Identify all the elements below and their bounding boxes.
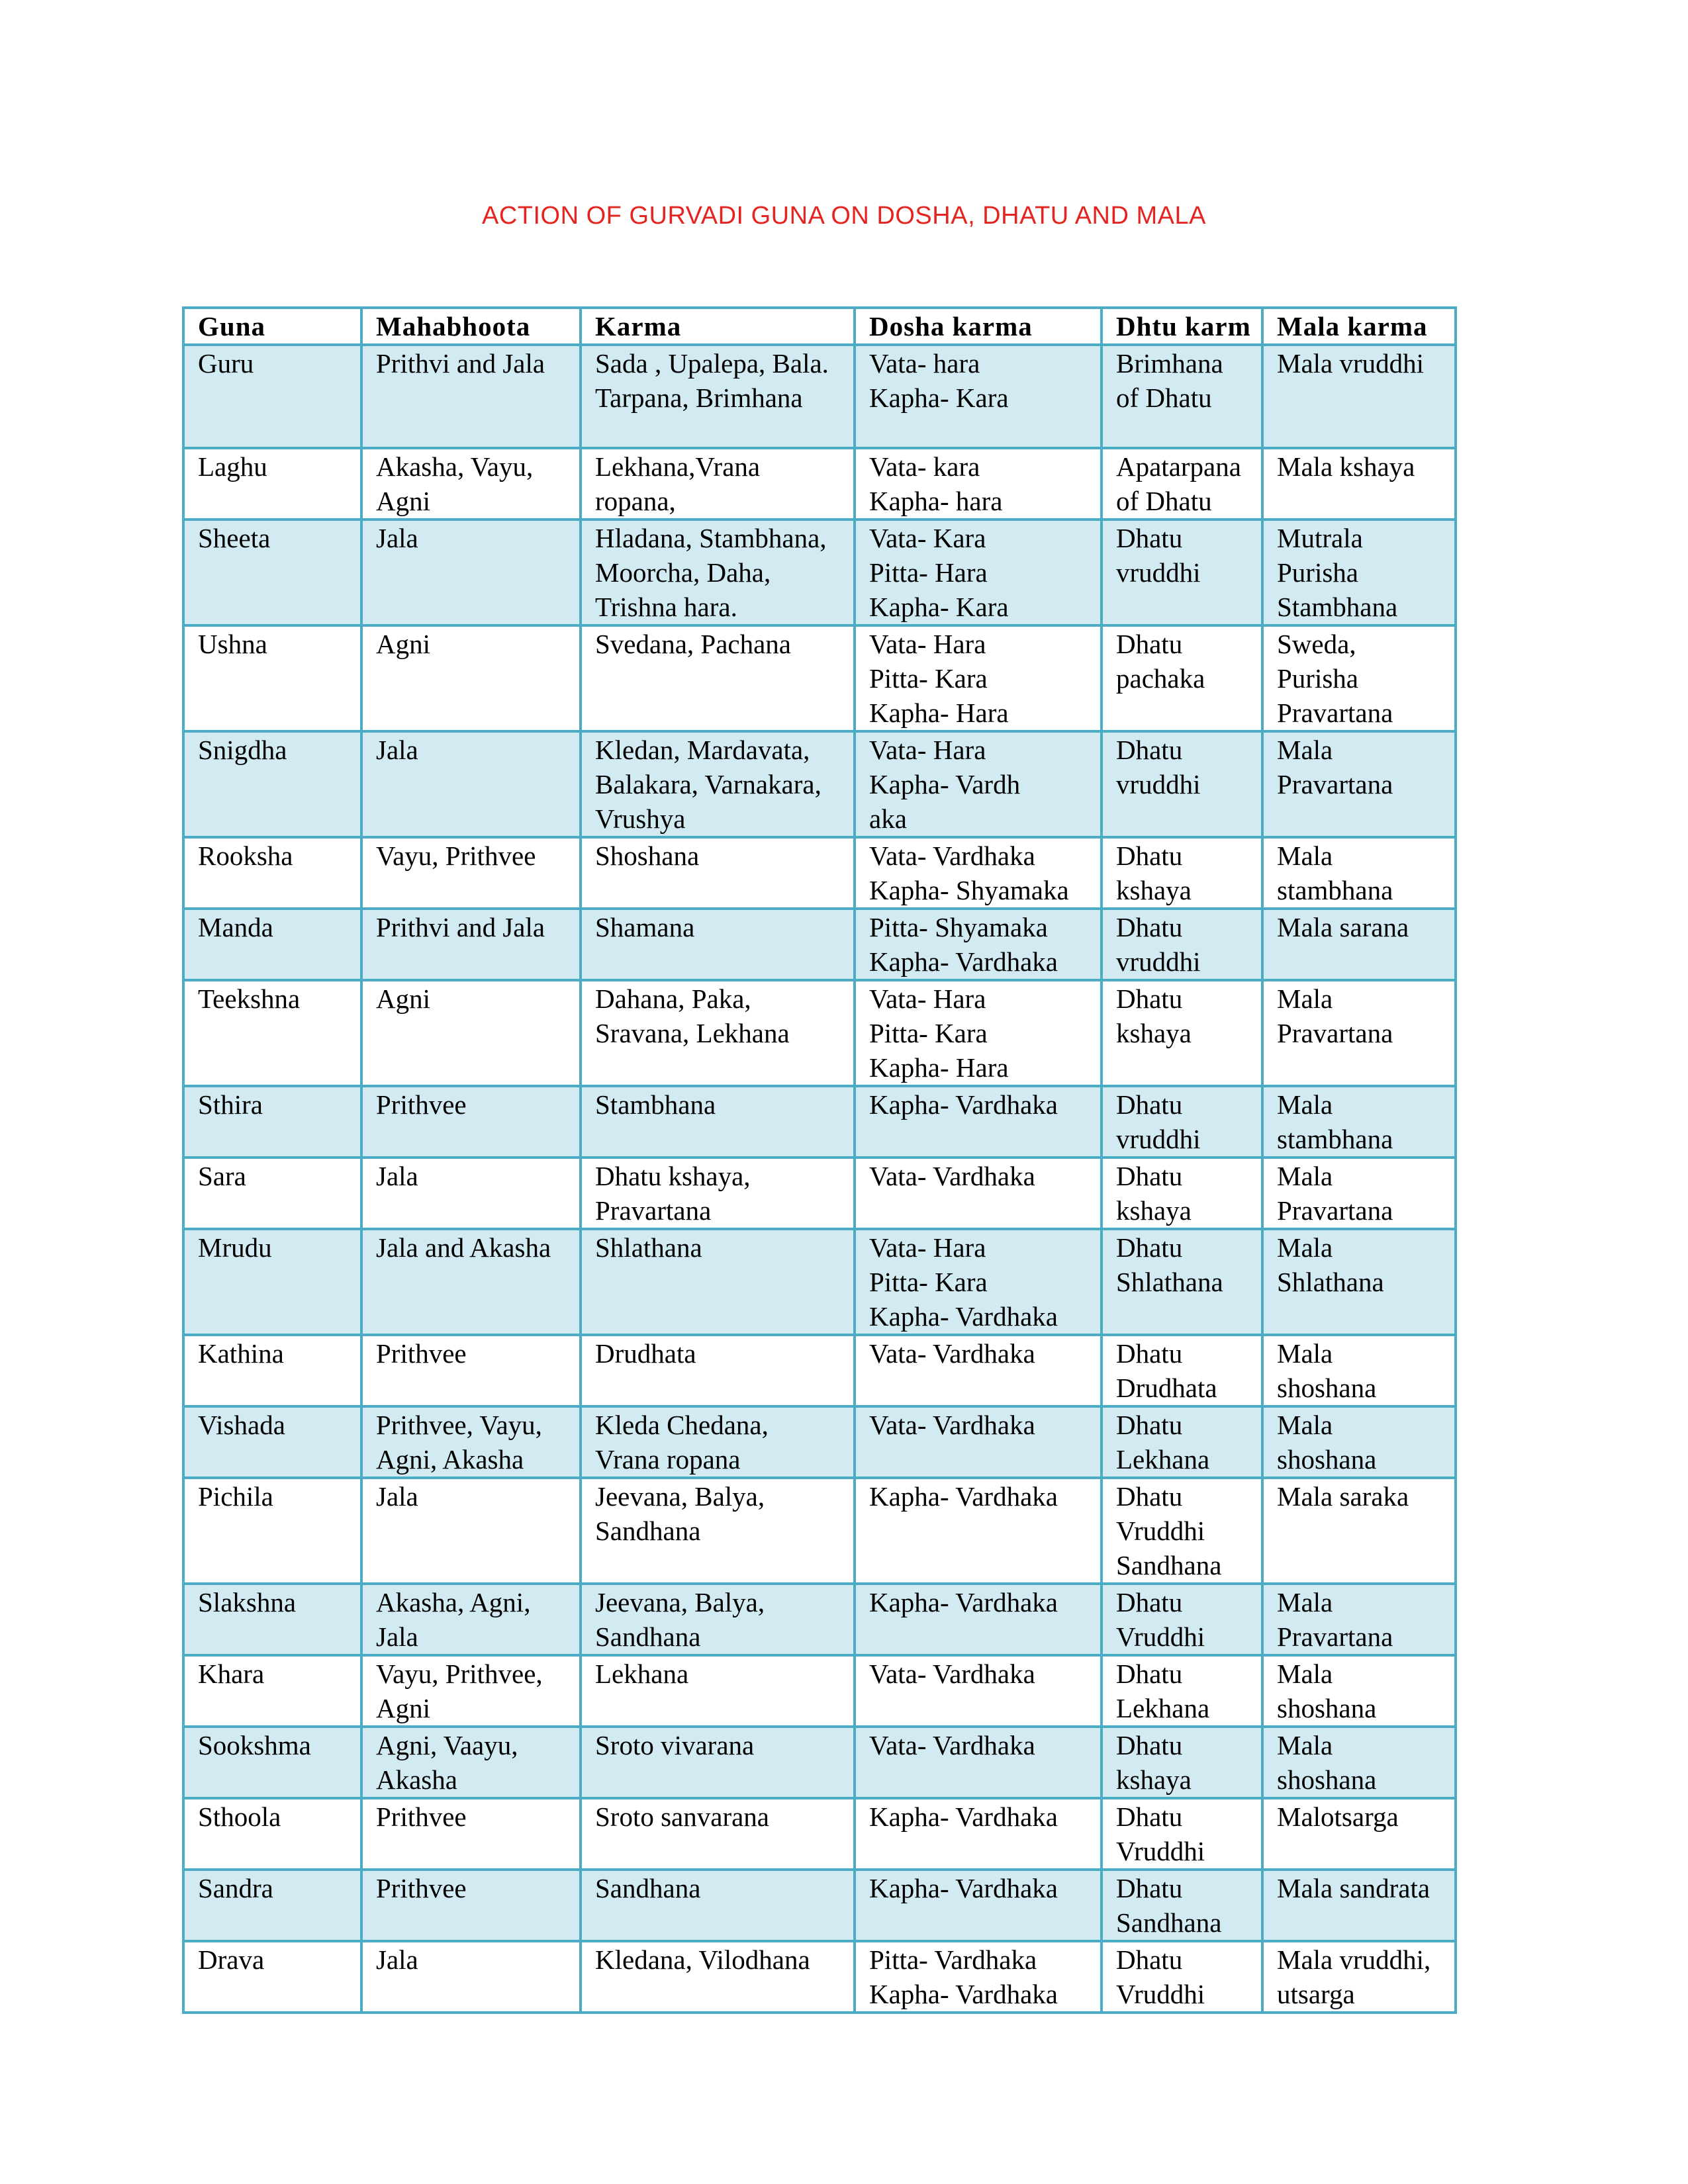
table-row xyxy=(183,1478,1456,1584)
mala-karma-cell: Mala sarana xyxy=(1262,909,1456,980)
table-header-row xyxy=(183,308,1456,345)
table-row xyxy=(183,1335,1456,1406)
dosha-karma-cell: Vata- Kara Pitta- Hara Kapha- Kara xyxy=(855,520,1102,625)
table-row xyxy=(183,1584,1456,1655)
mahabhoota-cell: Agni xyxy=(361,980,581,1086)
mahabhoota-cell: Prithvee xyxy=(361,1086,581,1158)
mala-karma-cell: Mala Pravartana xyxy=(1262,731,1456,837)
header-mahabhoota: Mahabhoota xyxy=(361,308,581,345)
mahabhoota-cell: Jala xyxy=(361,1941,581,2013)
header-dosha-karma: Dosha karma xyxy=(855,308,1102,345)
header-dhatu-karma: Dhtu karm xyxy=(1102,308,1262,345)
dhatu-karma-cell: Dhatu vruddhi xyxy=(1102,520,1262,625)
mahabhoota-cell: Prithvee xyxy=(361,1335,581,1406)
mahabhoota-cell: Jala xyxy=(361,731,581,837)
table-row xyxy=(183,837,1456,909)
mahabhoota-cell: Prithvi and Jala xyxy=(361,345,581,448)
karma-cell: Sroto vivarana xyxy=(581,1727,855,1798)
table-row xyxy=(183,1229,1456,1335)
dhatu-karma-cell: Apatarpana of Dhatu xyxy=(1102,448,1262,520)
karma-cell: Jeevana, Balya, Sandhana xyxy=(581,1478,855,1584)
mahabhoota-cell: Vayu, Prithvee xyxy=(361,837,581,909)
table-row xyxy=(183,448,1456,520)
guna-cell: Teekshna xyxy=(183,980,361,1086)
dhatu-karma-cell: Dhatu kshaya xyxy=(1102,980,1262,1086)
table-row xyxy=(183,520,1456,625)
dosha-karma-cell: Vata- Hara Pitta- Kara Kapha- Hara xyxy=(855,625,1102,731)
table-row xyxy=(183,1727,1456,1798)
dosha-karma-cell: Vata- kara Kapha- hara xyxy=(855,448,1102,520)
dosha-karma-cell: Vata- Vardhaka xyxy=(855,1727,1102,1798)
dhatu-karma-cell: Dhatu vruddhi xyxy=(1102,909,1262,980)
karma-cell: Kledan, Mardavata, Balakara, Varnakara, Vrushya xyxy=(581,731,855,837)
mahabhoota-cell: Jala xyxy=(361,1478,581,1584)
karma-cell: Shamana xyxy=(581,909,855,980)
mahabhoota-cell: Prithvee xyxy=(361,1870,581,1941)
table-row xyxy=(183,1655,1456,1727)
karma-cell: Drudhata xyxy=(581,1335,855,1406)
karma-cell: Lekhana,Vrana ropana, xyxy=(581,448,855,520)
dhatu-karma-cell: Dhatu Vruddhi xyxy=(1102,1941,1262,2013)
dosha-karma-cell: Vata- Vardhaka xyxy=(855,1406,1102,1478)
header-mala-karma: Mala karma xyxy=(1262,308,1456,345)
guna-cell: Khara xyxy=(183,1655,361,1727)
mala-karma-cell: Mala Pravartana xyxy=(1262,980,1456,1086)
table-row xyxy=(183,909,1456,980)
dosha-karma-cell: Kapha- Vardhaka xyxy=(855,1798,1102,1870)
guna-cell: Sthira xyxy=(183,1086,361,1158)
table-row xyxy=(183,1941,1456,2013)
mala-karma-cell: Mala Shlathana xyxy=(1262,1229,1456,1335)
mahabhoota-cell: Prithvee xyxy=(361,1798,581,1870)
karma-cell: Dahana, Paka, Sravana, Lekhana xyxy=(581,980,855,1086)
dosha-karma-cell: Vata- Hara Kapha- Vardh aka xyxy=(855,731,1102,837)
guna-cell: Snigdha xyxy=(183,731,361,837)
guna-cell: Ushna xyxy=(183,625,361,731)
dosha-karma-cell: Vata- Hara Pitta- Kara Kapha- Vardhaka xyxy=(855,1229,1102,1335)
dhatu-karma-cell: Dhatu Lekhana xyxy=(1102,1406,1262,1478)
karma-cell: Jeevana, Balya, Sandhana xyxy=(581,1584,855,1655)
dhatu-karma-cell: Dhatu Lekhana xyxy=(1102,1655,1262,1727)
guna-cell: Sara xyxy=(183,1158,361,1229)
mahabhoota-cell: Jala and Akasha xyxy=(361,1229,581,1335)
dhatu-karma-cell: Dhatu kshaya xyxy=(1102,1158,1262,1229)
dosha-karma-cell: Vata- Vardhaka Kapha- Shyamaka xyxy=(855,837,1102,909)
table-row xyxy=(183,1406,1456,1478)
guna-cell: Slakshna xyxy=(183,1584,361,1655)
dosha-karma-cell: Kapha- Vardhaka xyxy=(855,1584,1102,1655)
karma-cell: Svedana, Pachana xyxy=(581,625,855,731)
dhatu-karma-cell: Dhatu vruddhi xyxy=(1102,1086,1262,1158)
dhatu-karma-cell: Brimhana of Dhatu xyxy=(1102,345,1262,448)
mahabhoota-cell: Agni, Vaayu, Akasha xyxy=(361,1727,581,1798)
mahabhoota-cell: Akasha, Vayu, Agni xyxy=(361,448,581,520)
karma-cell: Sada , Upalepa, Bala. Tarpana, Brimhana xyxy=(581,345,855,448)
table-row xyxy=(183,345,1456,448)
dosha-karma-cell: Vata- Vardhaka xyxy=(855,1655,1102,1727)
mala-karma-cell: Mala Pravartana xyxy=(1262,1158,1456,1229)
dhatu-karma-cell: Dhatu kshaya xyxy=(1102,837,1262,909)
table-row xyxy=(183,625,1456,731)
mahabhoota-cell: Jala xyxy=(361,520,581,625)
mahabhoota-cell: Vayu, Prithvee, Agni xyxy=(361,1655,581,1727)
dhatu-karma-cell: Dhatu Vruddhi xyxy=(1102,1798,1262,1870)
mahabhoota-cell: Prithvi and Jala xyxy=(361,909,581,980)
guna-cell: Kathina xyxy=(183,1335,361,1406)
guna-cell: Sandra xyxy=(183,1870,361,1941)
mala-karma-cell: Mala saraka xyxy=(1262,1478,1456,1584)
dhatu-karma-cell: Dhatu pachaka xyxy=(1102,625,1262,731)
mala-karma-cell: Mala Pravartana xyxy=(1262,1584,1456,1655)
mahabhoota-cell: Prithvee, Vayu, Agni, Akasha xyxy=(361,1406,581,1478)
mala-karma-cell: Mala stambhana xyxy=(1262,1086,1456,1158)
guna-cell: Mrudu xyxy=(183,1229,361,1335)
mala-karma-cell: Mala shoshana xyxy=(1262,1655,1456,1727)
dhatu-karma-cell: Dhatu Vruddhi xyxy=(1102,1584,1262,1655)
dosha-karma-cell: Pitta- Shyamaka Kapha- Vardhaka xyxy=(855,909,1102,980)
header-guna: Guna xyxy=(183,308,361,345)
mahabhoota-cell: Jala xyxy=(361,1158,581,1229)
mala-karma-cell: Mala shoshana xyxy=(1262,1406,1456,1478)
guna-cell: Sheeta xyxy=(183,520,361,625)
guna-cell: Laghu xyxy=(183,448,361,520)
mala-karma-cell: Malotsarga xyxy=(1262,1798,1456,1870)
header-karma: Karma xyxy=(581,308,855,345)
dosha-karma-cell: Vata- Hara Pitta- Kara Kapha- Hara xyxy=(855,980,1102,1086)
karma-cell: Hladana, Stambhana, Moorcha, Daha, Trishna hara. xyxy=(581,520,855,625)
mala-karma-cell: Mala kshaya xyxy=(1262,448,1456,520)
mahabhoota-cell: Akasha, Agni, Jala xyxy=(361,1584,581,1655)
guna-cell: Guru xyxy=(183,345,361,448)
guna-cell: Rooksha xyxy=(183,837,361,909)
guna-cell: Vishada xyxy=(183,1406,361,1478)
karma-cell: Stambhana xyxy=(581,1086,855,1158)
dosha-karma-cell: Vata- Vardhaka xyxy=(855,1158,1102,1229)
mahabhoota-cell: Agni xyxy=(361,625,581,731)
dhatu-karma-cell: Dhatu Drudhata xyxy=(1102,1335,1262,1406)
dhatu-karma-cell: Dhatu Shlathana xyxy=(1102,1229,1262,1335)
karma-cell: Kledana, Vilodhana xyxy=(581,1941,855,2013)
mala-karma-cell: Mala shoshana xyxy=(1262,1727,1456,1798)
table-row xyxy=(183,1870,1456,1941)
dosha-karma-cell: Kapha- Vardhaka xyxy=(855,1086,1102,1158)
dosha-karma-cell: Kapha- Vardhaka xyxy=(855,1870,1102,1941)
guna-cell: Sookshma xyxy=(183,1727,361,1798)
karma-cell: Kleda Chedana, Vrana ropana xyxy=(581,1406,855,1478)
dhatu-karma-cell: Dhatu vruddhi xyxy=(1102,731,1262,837)
guna-cell: Drava xyxy=(183,1941,361,2013)
mala-karma-cell: Mala vruddhi xyxy=(1262,345,1456,448)
mala-karma-cell: Mala sandrata xyxy=(1262,1870,1456,1941)
table-row xyxy=(183,1798,1456,1870)
mala-karma-cell: Mala shoshana xyxy=(1262,1335,1456,1406)
table-row xyxy=(183,1158,1456,1229)
mala-karma-cell: Mala stambhana xyxy=(1262,837,1456,909)
karma-cell: Sroto sanvarana xyxy=(581,1798,855,1870)
dhatu-karma-cell: Dhatu Sandhana xyxy=(1102,1870,1262,1941)
dosha-karma-cell: Vata- Vardhaka xyxy=(855,1335,1102,1406)
mala-karma-cell: Sweda, Purisha Pravartana xyxy=(1262,625,1456,731)
dhatu-karma-cell: Dhatu kshaya xyxy=(1102,1727,1262,1798)
table-row xyxy=(183,980,1456,1086)
karma-cell: Dhatu kshaya, Pravartana xyxy=(581,1158,855,1229)
karma-cell: Lekhana xyxy=(581,1655,855,1727)
dosha-karma-cell: Pitta- Vardhaka Kapha- Vardhaka xyxy=(855,1941,1102,2013)
dosha-karma-cell: Kapha- Vardhaka xyxy=(855,1478,1102,1584)
karma-cell: Sandhana xyxy=(581,1870,855,1941)
dosha-karma-cell: Vata- hara Kapha- Kara xyxy=(855,345,1102,448)
mala-karma-cell: Mala vruddhi, utsarga xyxy=(1262,1941,1456,2013)
guna-cell: Manda xyxy=(183,909,361,980)
dhatu-karma-cell: Dhatu Vruddhi Sandhana xyxy=(1102,1478,1262,1584)
guna-table xyxy=(182,306,1457,2014)
table-row xyxy=(183,731,1456,837)
karma-cell: Shoshana xyxy=(581,837,855,909)
karma-cell: Shlathana xyxy=(581,1229,855,1335)
mala-karma-cell: Mutrala Purisha Stambhana xyxy=(1262,520,1456,625)
guna-cell: Sthoola xyxy=(183,1798,361,1870)
guna-cell: Pichila xyxy=(183,1478,361,1584)
page-title: ACTION OF GURVADI GUNA ON DOSHA, DHATU AND MALA xyxy=(482,202,1206,230)
table-row xyxy=(183,1086,1456,1158)
